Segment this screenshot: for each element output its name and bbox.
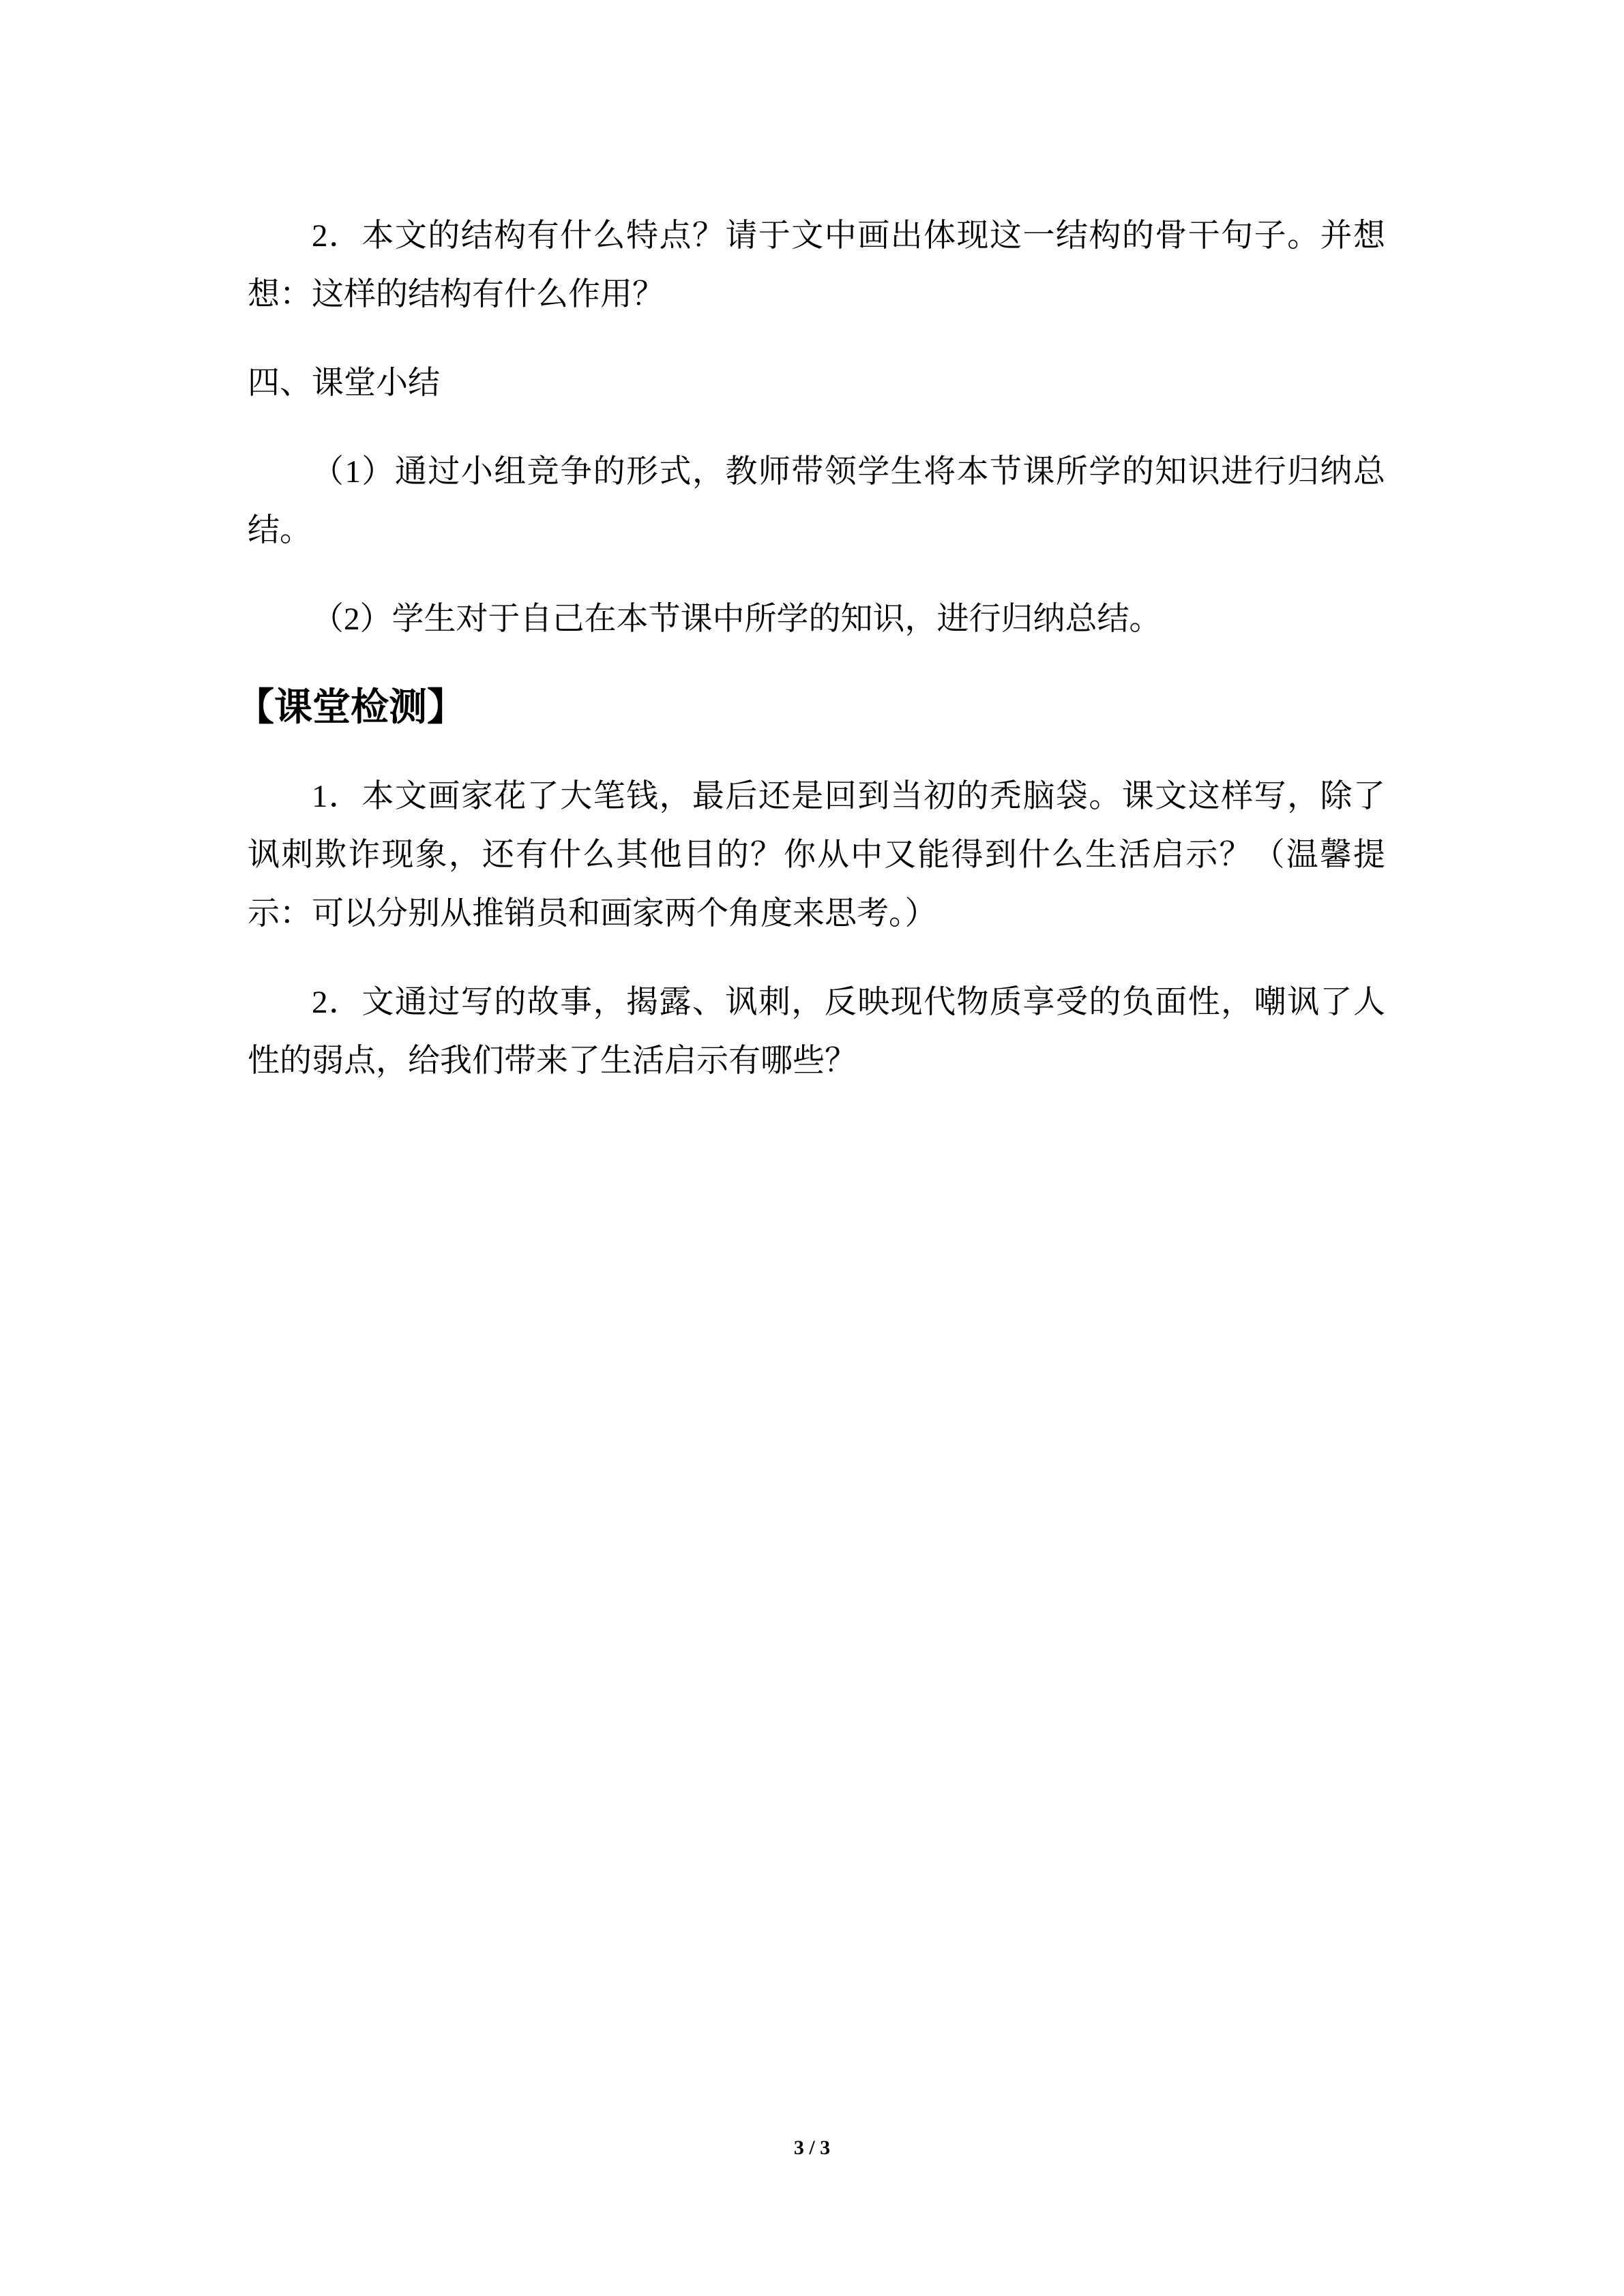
- paragraph-line: 结。: [248, 513, 312, 548]
- paragraph-line: 1．本文画家花了大笔钱，最后还是回到当初的秃脑袋。课文这样写，除了: [312, 779, 1385, 814]
- test-question-2: [248, 973, 1385, 1090]
- paragraph-line: 讽刺欺诈现象，还有什么其他目的？你从中又能得到什么生活启示？（温馨提: [248, 837, 1385, 873]
- paragraph-line: 2．文通过写的故事，揭露、讽刺，反映现代物质享受的负面性，嘲讽了人: [312, 985, 1385, 1020]
- section-title: 四、课堂小结: [248, 366, 440, 401]
- document-body: [236, 207, 1385, 1090]
- summary-item-1: [248, 443, 1385, 560]
- paragraph-line: （1）通过小组竞争的形式，教师带领学生将本节课所学的知识进行归纳总: [312, 454, 1385, 490]
- section-summary-title-block: [248, 354, 1385, 413]
- paragraph-line: 想：这样的结构有什么作用？: [248, 277, 664, 312]
- class-test-heading-block: [236, 679, 1385, 737]
- test-question-1: [248, 767, 1385, 943]
- page-number: 3 / 3: [793, 2136, 831, 2159]
- paragraph-line: 2．本文的结构有什么特点？请于文中画出体现这一结构的骨干句子。并想: [312, 218, 1385, 254]
- paragraph-line: 性的弱点，给我们带来了生活启示有哪些？: [248, 1043, 857, 1079]
- summary-item-2: [248, 590, 1385, 648]
- paragraph-line: （2）学生对于自己在本节课中所学的知识，进行归纳总结。: [312, 601, 1162, 637]
- paragraph-line: 示：可以分别从推销员和画家两个角度来思考。）: [248, 896, 937, 931]
- structure-question-paragraph: [248, 207, 1385, 324]
- class-test-heading: 【课堂检测】: [236, 687, 465, 729]
